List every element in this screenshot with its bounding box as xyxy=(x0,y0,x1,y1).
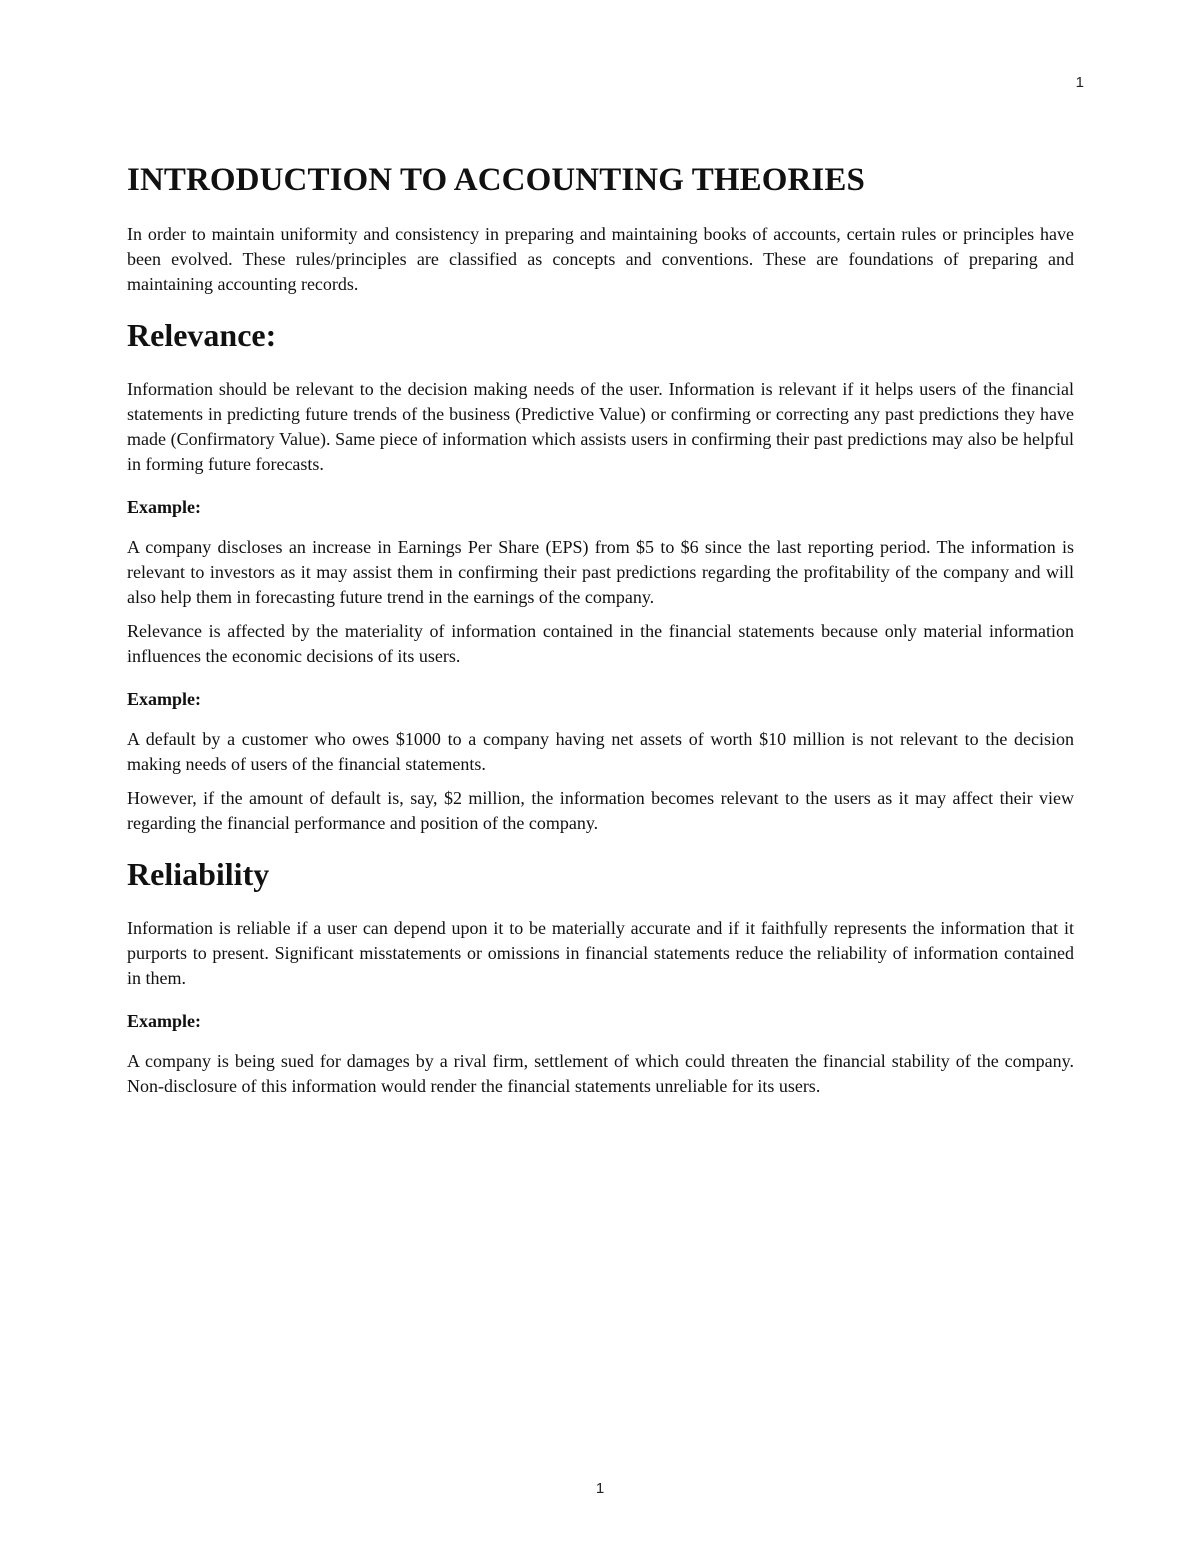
reliability-paragraph-1: Information is reliable if a user can depend upon it to be materially accurate and if it faithfully represents the information that it purports to present. Significant misstatements or omissions in financial statements reduce the reliability of information contained in them. xyxy=(127,918,1074,988)
relevance-example-1-label: Example: xyxy=(127,497,201,517)
relevance-paragraph-3: However, if the amount of default is, say, $2 million, the information becomes relevant to the users as it may affect their view regarding the financial performance and position of the company. xyxy=(127,788,1074,833)
reliability-example-label: Example: xyxy=(127,1011,201,1031)
relevance-example-2-label: Example: xyxy=(127,689,201,709)
header-page-number: 1 xyxy=(1075,74,1084,91)
relevance-paragraph-1: Information should be relevant to the decision making needs of the user. Information is relevant if it helps users of the financial statements in predicting future trends of the business (Predictive Value) or confirming or correcting any past predictions they have made (Confirmatory Value). Same piece of information which assists users in confirming their past predictions may also be helpful in forming future forecasts. xyxy=(127,379,1074,474)
relevance-paragraph-2: Relevance is affected by the materiality of information contained in the financial statements because only material information influences the economic decisions of its users. xyxy=(127,621,1074,666)
relevance-example-2-text: A default by a customer who owes $1000 to a company having net assets of worth $10 million is not relevant to the decision making needs of users of the financial statements. xyxy=(127,729,1074,774)
document-title: INTRODUCTION TO ACCOUNTING THEORIES xyxy=(127,162,865,198)
intro-paragraph: In order to maintain uniformity and consistency in preparing and maintaining books of accounts, certain rules or principles have been evolved. These rules/principles are classified as concepts and conventions. These are foundations of preparing and maintaining accounting records. xyxy=(127,224,1074,294)
relevance-example-1-text: A company discloses an increase in Earnings Per Share (EPS) from $5 to $6 since the last reporting period. The information is relevant to investors as it may assist them in confirming their past predictions regarding the profitability of the company and will also help them in forecasting future trend in the earnings of the company. xyxy=(127,537,1074,607)
reliability-heading: Reliability xyxy=(127,856,270,892)
document-body xyxy=(127,160,1074,1117)
reliability-example-text: A company is being sued for damages by a rival firm, settlement of which could threaten the financial stability of the company. Non-disclosure of this information would render the financial statements unreliable for its users. xyxy=(127,1051,1074,1096)
relevance-heading: Relevance: xyxy=(127,317,277,353)
footer-page-number: 1 xyxy=(595,1480,605,1497)
